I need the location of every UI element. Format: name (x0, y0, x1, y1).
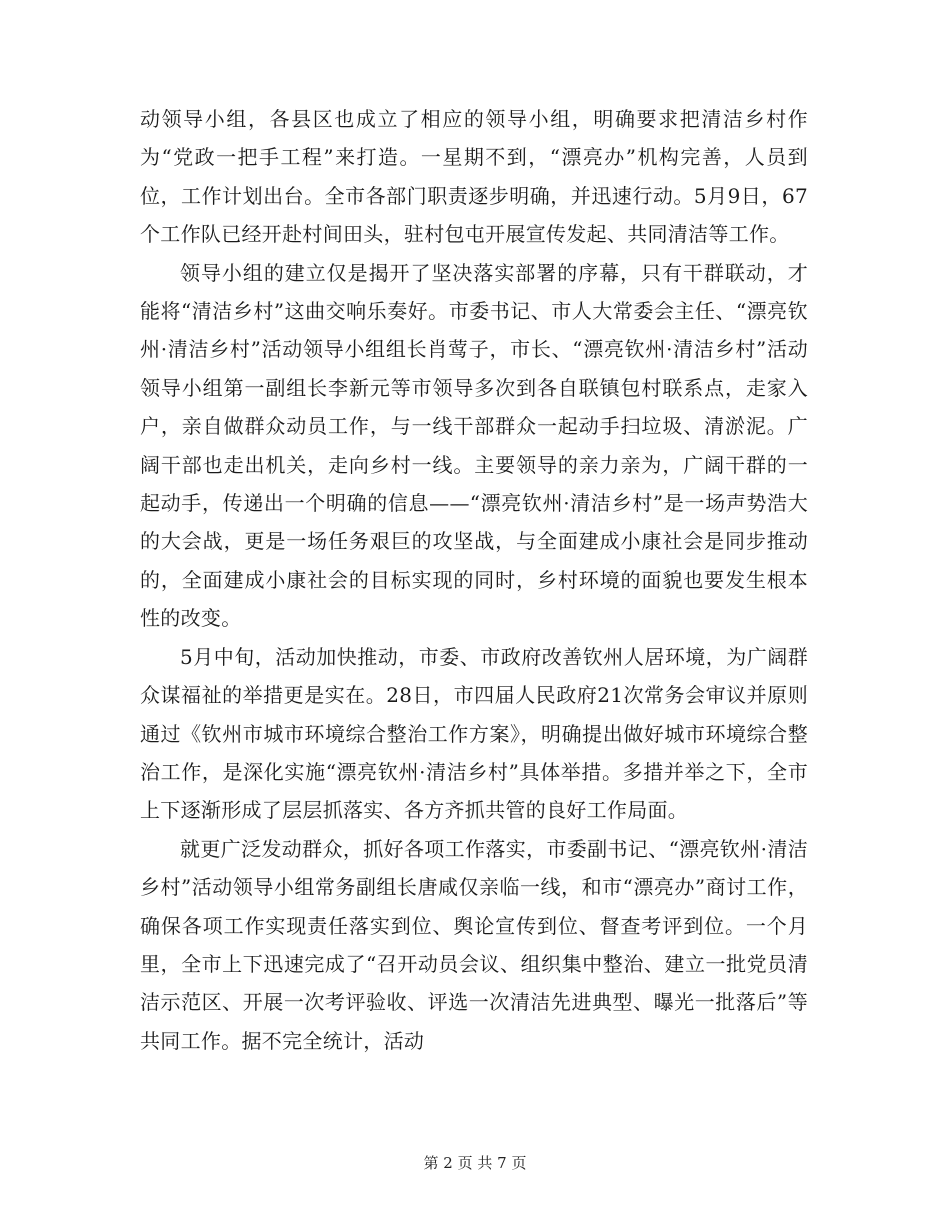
paragraph-3: 5月中旬，活动加快推动，市委、市政府改善钦州人居环境，为广阔群众谋福祉的举措更是实在。28日，市四届人民政府21次常务会审议并原则通过《钦州市城市环境综合整治工作方案》，明确提出做好城市环境综合整治工作，是深化实施“漂亮钦州·清洁乡村”具体举措。多措并举之下，全市上下逐渐形成了层层抓落实、各方齐抓共管的良好工作局面。 (140, 644, 808, 823)
paragraph-1: 动领导小组，各县区也成立了相应的领导小组，明确要求把清洁乡村作为“党政一把手工程”来打造。一星期不到，“漂亮办”机构完善，人员到位，工作计划出台。全市各部门职责逐步明确，并迅速行动。5月9日，67个工作队已经开赴村间田头，驻村包屯开展宣传发起、共同清洁等工作。 (140, 107, 808, 247)
page-number-footer: 第 2 页 共 7 页 (423, 1154, 527, 1172)
paragraph-4: 就更广泛发动群众，抓好各项工作落实，市委副书记、“漂亮钦州·清洁乡村”活动领导小组常务副组长唐咸仅亲临一线，和市“漂亮办”商讨工作，确保各项工作实现责任落实到位、舆论宣传到位、督查考评到位。一个月里，全市上下迅速完成了“召开动员会议、组织集中整治、建立一批党员清洁示范区、开展一次考评验收、评选一次清洁先进典型、曝光一批落后”等共同工作。据不完全统计，活动 (140, 836, 808, 1053)
paragraph-2: 领导小组的建立仅是揭开了坚决落实部署的序幕，只有干群联动，才能将“清洁乡村”这曲交响乐奏好。市委书记、市人大常委会主任、“漂亮钦州·清洁乡村”活动领导小组组长肖莺子，市长、“漂亮钦州·清洁乡村”活动领导小组第一副组长李新元等市领导多次到各自联镇包村联系点，走家入户，亲自做群众动员工作，与一线干部群众一起动手扫垃圾、清淤泥。广阔干部也走出机关，走向乡村一线。主要领导的亲力亲为，广阔干群的一起动手，传递出一个明确的信息——“漂亮钦州·清洁乡村”是一场声势浩大的大会战，更是一场任务艰巨的攻坚战，与全面建成小康社会是同步推动的，全面建成小康社会的目标实现的同时，乡村环境的面貌也要发生根本性的改变。 (140, 260, 808, 631)
document-body (140, 100, 808, 1060)
